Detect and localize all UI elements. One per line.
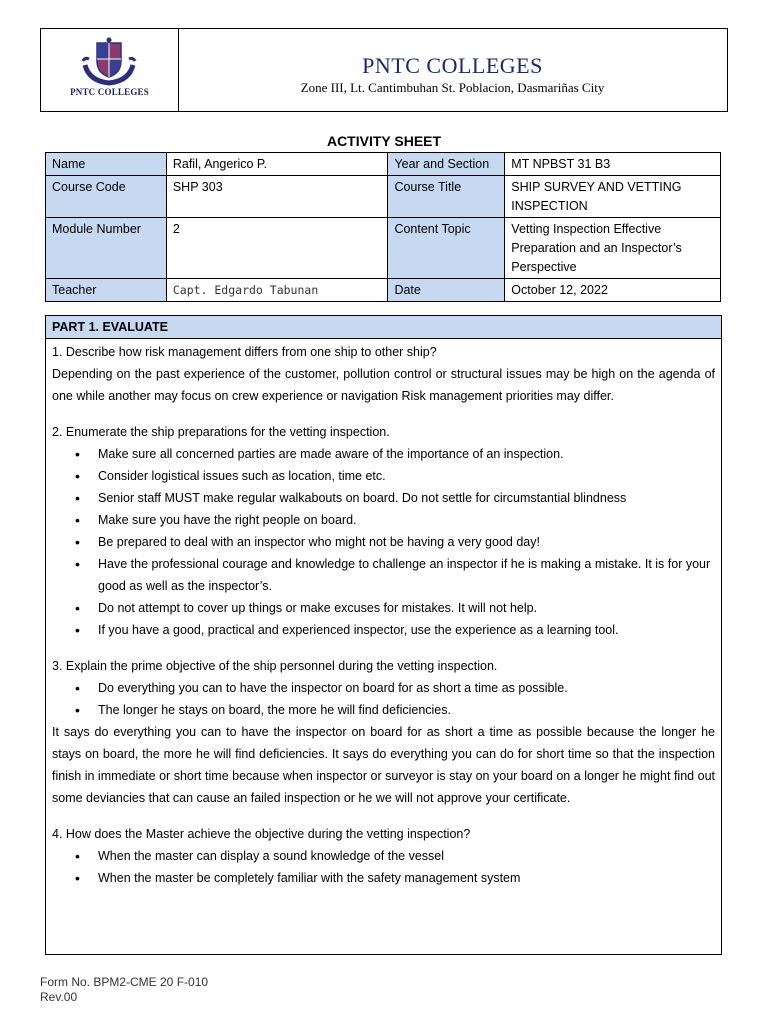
question-3-list [52,677,715,721]
info-row-teacher [46,279,721,302]
date-label: Date [388,279,505,302]
student-info-table [45,152,721,302]
year-section-value: MT NPBST 31 B3 [505,153,721,176]
part1-body [46,339,721,889]
module-number-label: Module Number [46,218,167,279]
list-item: • Make sure you have the right people on board. [98,509,715,531]
content-topic-value: Vetting Inspection Effective Preparation and an Inspector’s Perspective [505,218,721,279]
answer-1: Depending on the past experience of the customer, pollution control or structural issues may be high on the agenda of one while another may focus on crew experience or navigation Risk management priorities may differ. [52,367,715,403]
course-title-value: SHIP SURVEY AND VETTING INSPECTION [505,176,721,218]
year-section-label: Year and Section [388,153,505,176]
course-code-value: SHP 303 [166,176,388,218]
content-topic-label: Content Topic [388,218,505,279]
list-item: • Senior staff MUST make regular walkabouts on board. Do not settle for circumstantial blindness [98,487,715,509]
college-name: PNTC COLLEGES [362,53,543,78]
date-value: October 12, 2022 [505,279,721,302]
info-row-name [46,153,721,176]
college-address: Zone III, Lt. Cantimbuhan St. Poblacion, Dasmariñas City [300,80,605,95]
answer-3: It says do everything you can to have the inspector on board for as short a time as possible because the longer he stays on board, the more he will find deficiencies. It says do everything you can do for short time so that the inspection finish in immediate or short time because when inspector or surveyor is stay on your board on a longer he might find out some deviancies that can cause an failed inspection or he we will not approve your certificate. [52,725,715,805]
teacher-value: Capt. Edgardo Tabunan [166,279,388,302]
list-item: • Do everything you can to have the inspector on board for as short a time as possible. [98,677,715,699]
logo-text: PNTC COLLEGES [70,87,149,97]
course-code-label: Course Code [46,176,167,218]
course-title-label: Course Title [388,176,505,218]
question-4-list [52,845,715,889]
form-number: Form No. BPM2-CME 20 F-010 [40,975,209,989]
teacher-label: Teacher [46,279,167,302]
list-item: • If you have a good, practical and experienced inspector, use the experience as a learning tool. [98,619,715,641]
form-footer [40,975,208,1005]
logo-cell [41,29,179,111]
list-item: • Be prepared to deal with an inspector who might not be having a very good day! [98,531,715,553]
question-2: 2. Enumerate the ship preparations for the vetting inspection. [52,425,390,439]
document-header [40,28,728,112]
list-item: • Have the professional courage and knowledge to challenge an inspector if he is making a mistake. It is for your good as well as the inspector’s. [98,553,715,597]
question-1: 1. Describe how risk management differs from one ship to other ship? [52,345,437,359]
question-4: 4. How does the Master achieve the objective during the vetting inspection? [52,827,471,841]
list-item: • When the master be completely familiar with the safety management system [98,867,715,889]
name-label: Name [46,153,167,176]
list-item: • When the master can display a sound knowledge of the vessel [98,845,715,867]
part1-heading: PART 1. EVALUATE [46,316,721,339]
list-item: • The longer he stays on board, the more he will find deficiencies. [98,699,715,721]
name-value: Rafil, Angerico P. [166,153,388,176]
info-row-course [46,176,721,218]
module-number-value: 2 [166,218,388,279]
question-3: 3. Explain the prime objective of the ship personnel during the vetting inspection. [52,659,498,673]
question-2-list [52,443,715,641]
list-item: • Consider logistical issues such as location, time etc. [98,465,715,487]
info-row-module [46,218,721,279]
college-logo-icon [75,37,143,87]
revision-number: Rev.00 [40,990,78,1004]
part1-section [45,315,722,955]
list-item: • Make sure all concerned parties are made aware of the importance of an inspection. [98,443,715,465]
list-item: • Do not attempt to cover up things or make excuses for mistakes. It will not help. [98,597,715,619]
sheet-title: ACTIVITY SHEET [326,133,442,149]
